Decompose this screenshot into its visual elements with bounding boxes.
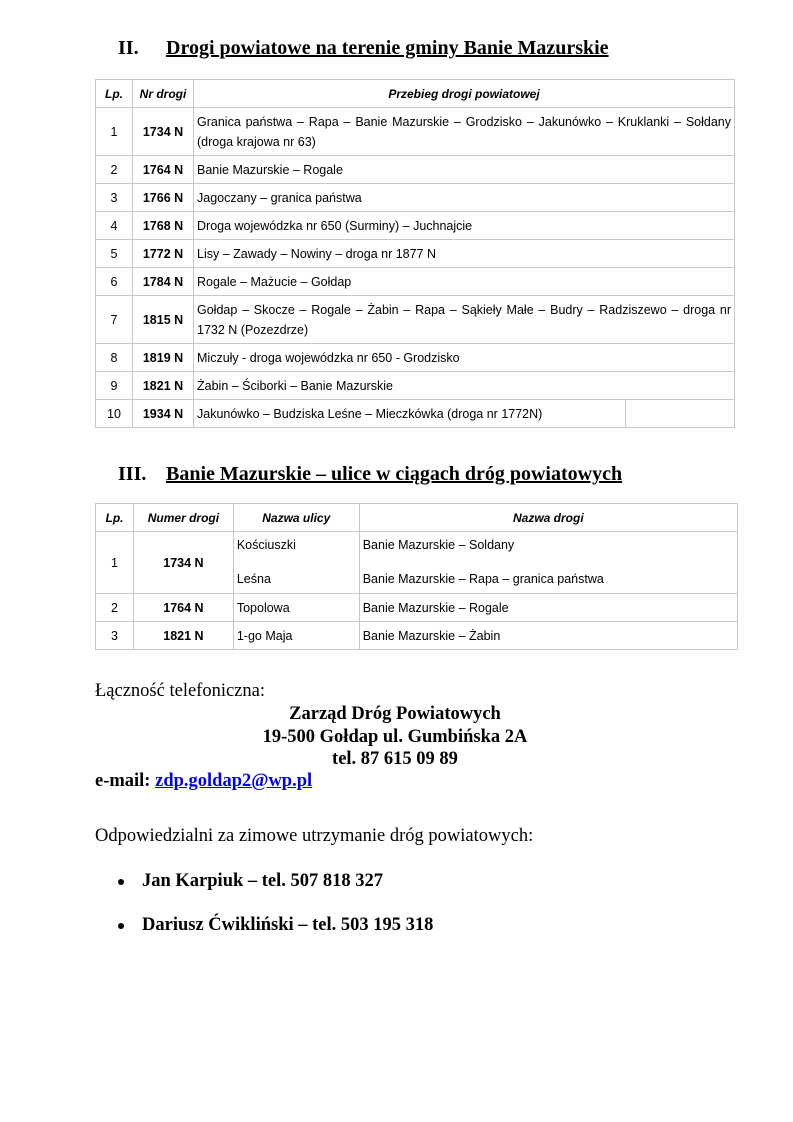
table-row bbox=[96, 296, 735, 344]
table-row bbox=[96, 156, 735, 184]
road-name: Banie Mazurskie – Rapa – granica państwa bbox=[362, 572, 604, 586]
cell-road-number: 1764 N bbox=[133, 594, 233, 622]
roads-table bbox=[95, 79, 735, 428]
cell-route: Gołdap – Skocze – Rogale – Żabin – Rapa – Sąkieły Małe – Budry – Radziszewo – droga nr 1732 N (Pozezdrze) bbox=[194, 296, 735, 344]
col-header-lp: Lp. bbox=[96, 80, 133, 108]
table-row bbox=[96, 594, 738, 622]
cell-lp: 6 bbox=[96, 268, 133, 296]
cell-road-number: 1815 N bbox=[133, 296, 194, 344]
cell-route: Rogale – Mażucie – Gołdap bbox=[194, 268, 735, 296]
cell-road-number: 1772 N bbox=[133, 240, 194, 268]
contact-phone: tel. 87 615 09 89 bbox=[332, 749, 458, 769]
cell-road-number: 1734 N bbox=[133, 532, 233, 594]
cell-route: Banie Mazurskie – Rogale bbox=[194, 156, 735, 184]
cell-lp: 8 bbox=[96, 344, 133, 372]
cell-lp: 1 bbox=[96, 108, 133, 156]
road-name: Banie Mazurskie – Żabin bbox=[359, 622, 737, 650]
contact-address: 19-500 Gołdap ul. Gumbińska 2A bbox=[262, 727, 528, 747]
contact-email-line bbox=[95, 771, 312, 792]
col-header-road-name: Nazwa drogi bbox=[359, 504, 737, 532]
cell-lp: 5 bbox=[96, 240, 133, 268]
cell-lp: 7 bbox=[96, 296, 133, 344]
cell-road-number: 1784 N bbox=[133, 268, 194, 296]
street-name: 1-go Maja bbox=[233, 622, 359, 650]
table-header-row bbox=[96, 504, 738, 532]
cell-road-number: 1764 N bbox=[133, 156, 194, 184]
table-row bbox=[96, 268, 735, 296]
cell-lp: 10 bbox=[96, 400, 133, 428]
table-row bbox=[96, 240, 735, 268]
cell-lp: 3 bbox=[96, 622, 134, 650]
cell-lp: 3 bbox=[96, 184, 133, 212]
bullet-icon bbox=[118, 923, 124, 929]
cell-road-number: 1821 N bbox=[133, 622, 233, 650]
table-row bbox=[96, 212, 735, 240]
cell-road-number: 1734 N bbox=[133, 108, 194, 156]
cell-route: Granica państwa – Rapa – Banie Mazurskie – Grodzisko – Jakunówko – Kruklanki – Sołdany (droga krajowa nr 63) bbox=[194, 108, 735, 156]
cell-route: Jagoczany – granica państwa bbox=[194, 184, 735, 212]
table-row bbox=[96, 344, 735, 372]
table-row bbox=[96, 108, 735, 156]
cell-road-number: 1766 N bbox=[133, 184, 194, 212]
cell-street-names bbox=[233, 532, 359, 594]
table-row bbox=[96, 372, 735, 400]
cell-road-number: 1768 N bbox=[133, 212, 194, 240]
cell-route: Droga wojewódzka nr 650 (Surminy) – Juchnajcie bbox=[194, 212, 735, 240]
cell-road-number: 1934 N bbox=[133, 400, 194, 428]
cell-lp: 9 bbox=[96, 372, 133, 400]
cell-route: Miczuły - droga wojewódzka nr 650 - Grodzisko bbox=[194, 344, 735, 372]
table-row bbox=[96, 532, 738, 594]
section-3-heading bbox=[118, 463, 622, 486]
street-name: Leśna bbox=[236, 572, 271, 586]
street-name: Topolowa bbox=[233, 594, 359, 622]
section-2-number: II. bbox=[118, 37, 139, 59]
table-row bbox=[96, 622, 738, 650]
table-row bbox=[96, 184, 735, 212]
cell-road-names bbox=[359, 532, 737, 594]
road-name: Banie Mazurskie – Rogale bbox=[359, 594, 737, 622]
contact-organization: Zarząd Dróg Powiatowych bbox=[289, 704, 501, 724]
cell-lp: 4 bbox=[96, 212, 133, 240]
col-header-street-name: Nazwa ulicy bbox=[233, 504, 359, 532]
col-header-lp: Lp. bbox=[96, 504, 134, 532]
section-2-heading bbox=[118, 37, 609, 60]
responsible-person: Dariusz Ćwikliński – tel. 503 195 318 bbox=[142, 915, 434, 935]
streets-table bbox=[95, 503, 738, 650]
table-header-row bbox=[96, 80, 735, 108]
cell-empty bbox=[626, 400, 735, 428]
responsible-person: Jan Karpiuk – tel. 507 818 327 bbox=[142, 871, 384, 891]
cell-route: Żabin – Ściborki – Banie Mazurskie bbox=[194, 372, 735, 400]
cell-road-number: 1821 N bbox=[133, 372, 194, 400]
responsible-label: Odpowiedzialni za zimowe utrzymanie dróg powiatowych: bbox=[95, 826, 534, 846]
email-link[interactable]: zdp.goldap2@wp.pl bbox=[155, 771, 313, 791]
bullet-icon bbox=[118, 879, 124, 885]
col-header-przebieg: Przebieg drogi powiatowej bbox=[194, 80, 735, 108]
section-3-number: III. bbox=[118, 463, 147, 485]
section-2-title: Drogi powiatowe na terenie gminy Banie Mazurskie bbox=[166, 37, 609, 59]
col-header-nr: Nr drogi bbox=[133, 80, 194, 108]
cell-lp: 1 bbox=[96, 532, 134, 594]
cell-route: Jakunówko – Budziska Leśne – Mieczkówka (droga nr 1772N) bbox=[194, 400, 626, 428]
cell-route: Lisy – Zawady – Nowiny – droga nr 1877 N bbox=[194, 240, 735, 268]
contact-label: Łączność telefoniczna: bbox=[95, 681, 265, 701]
cell-road-number: 1819 N bbox=[133, 344, 194, 372]
table-row bbox=[96, 400, 735, 428]
col-header-road-number: Numer drogi bbox=[133, 504, 233, 532]
email-label: e-mail: bbox=[95, 771, 151, 791]
road-name: Banie Mazurskie – Soldany bbox=[362, 538, 515, 552]
section-3-title: Banie Mazurskie – ulice w ciągach dróg powiatowych bbox=[166, 463, 623, 485]
cell-lp: 2 bbox=[96, 594, 134, 622]
street-name: Kościuszki bbox=[236, 538, 296, 552]
cell-lp: 2 bbox=[96, 156, 133, 184]
